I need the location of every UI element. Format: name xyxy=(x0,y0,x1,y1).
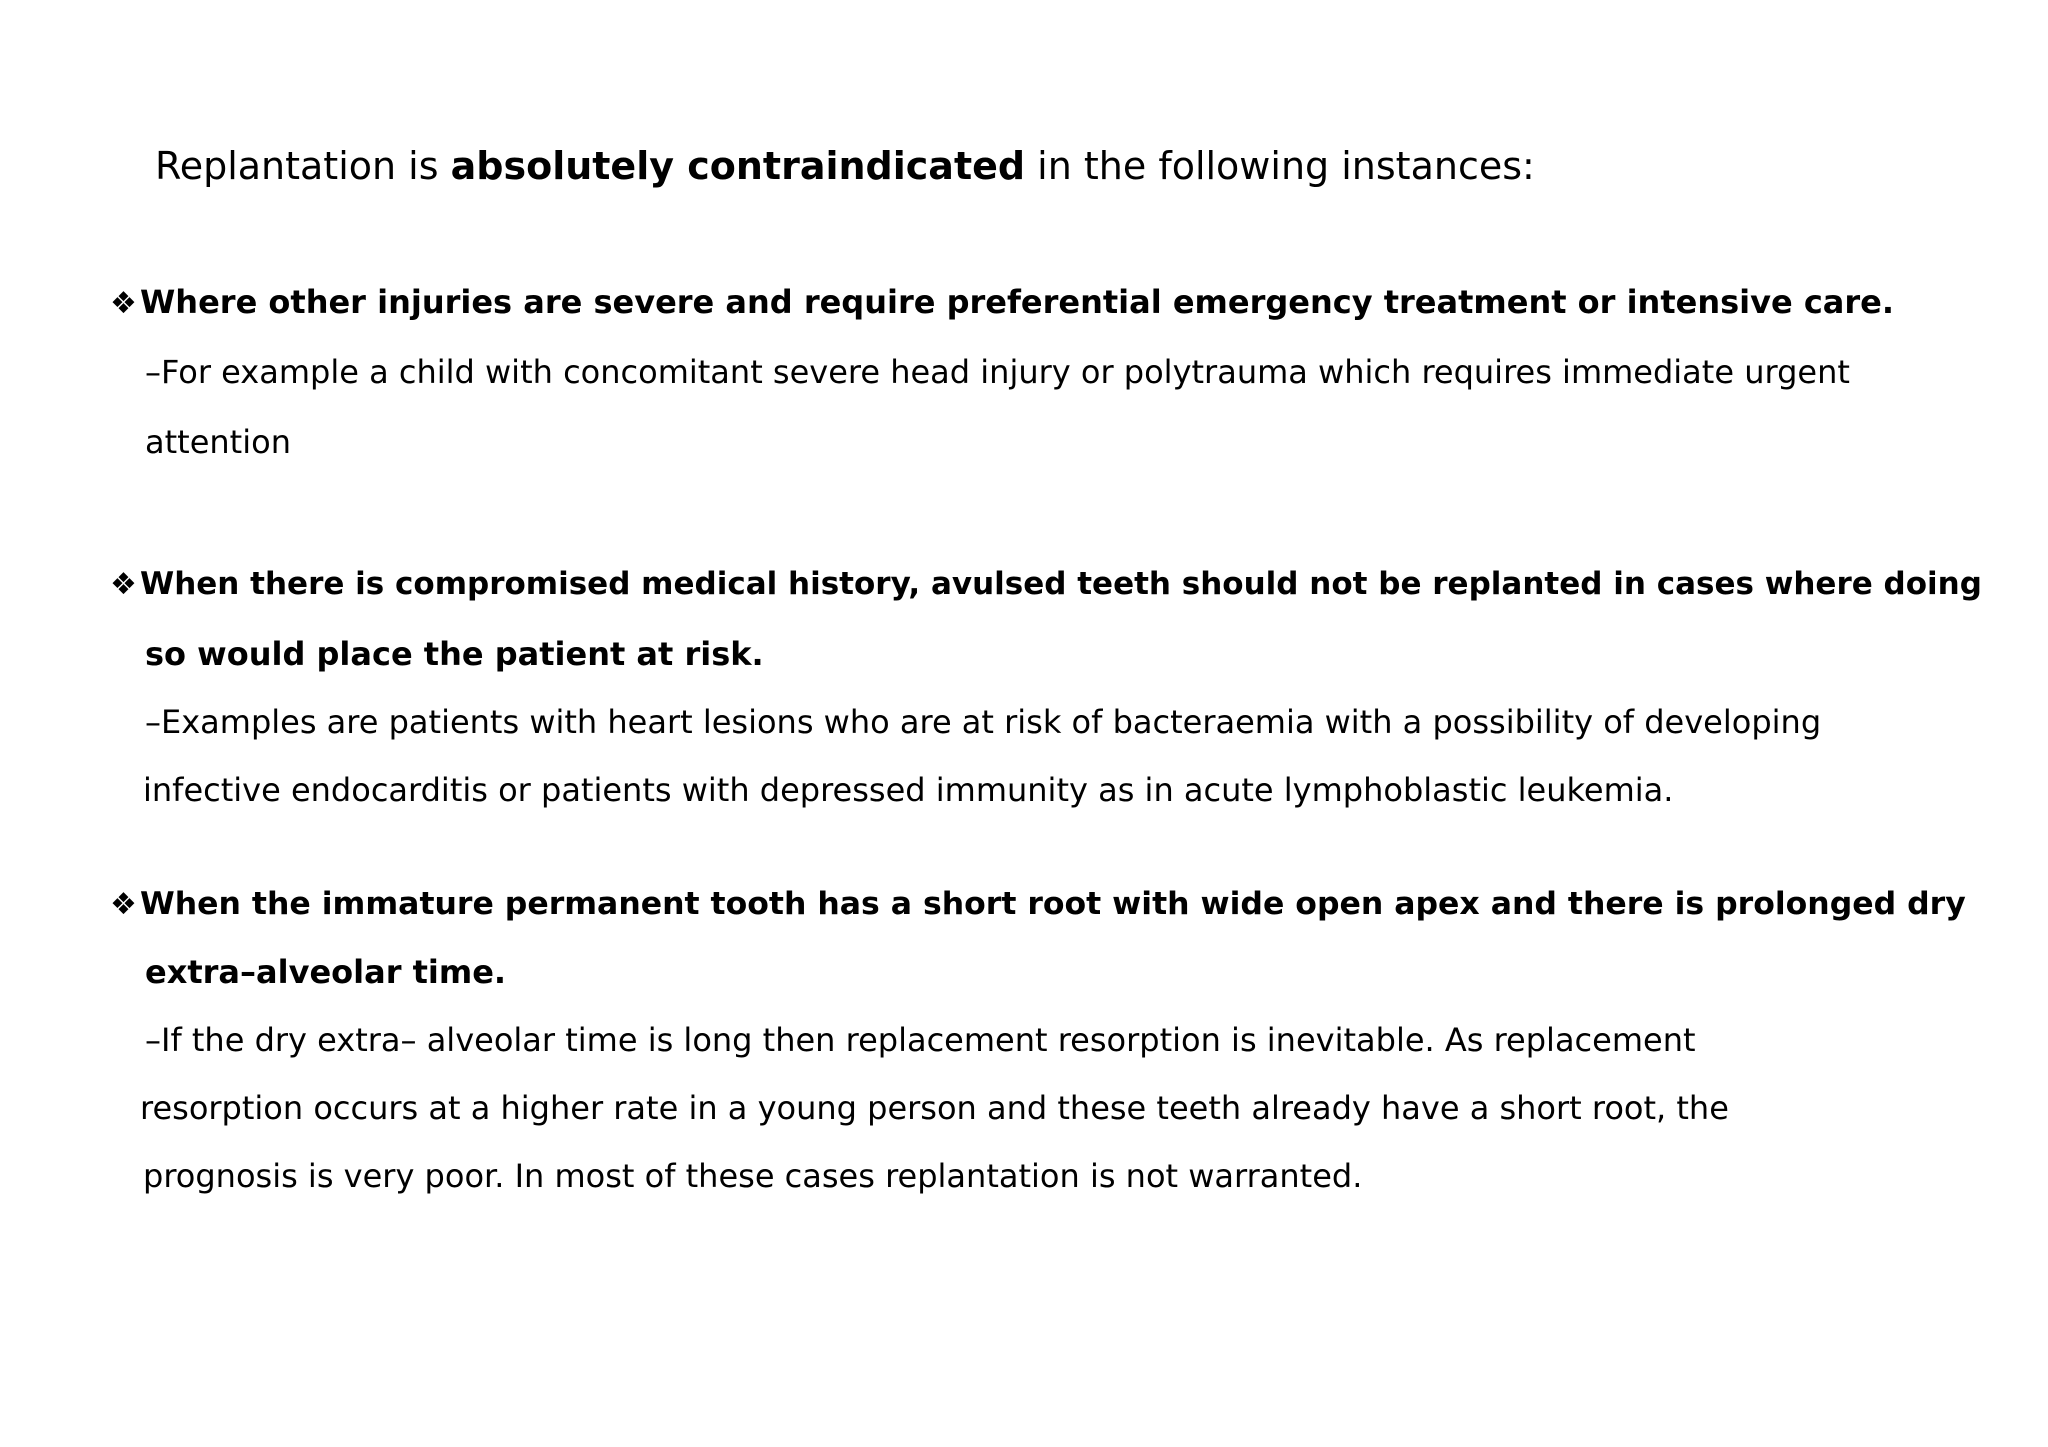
point-1-heading-line-1 xyxy=(110,278,1894,328)
point-3-heading-line-1 xyxy=(110,880,1966,929)
point-2-detail-line-1: –Examples are patients with heart lesions who are at risk of bacteraemia with a possibility of developing xyxy=(145,703,1822,741)
point-1-heading-text: Where other injuries are severe and require preferential emergency treatment or intensive care. xyxy=(140,283,1895,321)
point-1-detail-line-2: attention xyxy=(145,423,291,461)
point-3-heading-text: When the immature permanent tooth has a short root with wide open apex and there is prolonged dry xyxy=(140,886,1966,922)
intro-prefix: Replantation is xyxy=(155,144,451,188)
point-2-heading-line-2: so would place the patient at risk. xyxy=(145,635,764,673)
point-3-detail-line-2: resorption occurs at a higher rate in a young person and these teeth already have a short root, the xyxy=(140,1089,1729,1127)
diamond-bullet-icon: ❖ xyxy=(110,567,137,602)
intro-emphasis: absolutely contraindicated xyxy=(450,144,1026,188)
point-1-detail-line-1: –For example a child with concomitant severe head injury or polytrauma which requires immediate urgent xyxy=(145,353,1850,391)
intro-sentence xyxy=(155,136,1535,196)
point-2-detail-line-2: infective endocarditis or patients with depressed immunity as in acute lymphoblastic leukemia. xyxy=(143,771,1674,809)
point-3-heading-line-2: extra–alveolar time. xyxy=(145,953,507,991)
diamond-bullet-icon: ❖ xyxy=(110,286,137,321)
point-3-detail-line-3: prognosis is very poor. In most of these cases replantation is not warranted. xyxy=(143,1157,1363,1195)
point-2-heading-text: When there is compromised medical history, avulsed teeth should not be replanted in cases where doing xyxy=(140,566,1982,602)
point-3-detail-line-1: –If the dry extra– alveolar time is long then replacement resorption is inevitable. As replacement xyxy=(145,1021,1696,1059)
intro-suffix: in the following instances: xyxy=(1025,144,1535,188)
point-2-heading-line-1 xyxy=(110,560,1982,609)
diamond-bullet-icon: ❖ xyxy=(110,887,137,922)
